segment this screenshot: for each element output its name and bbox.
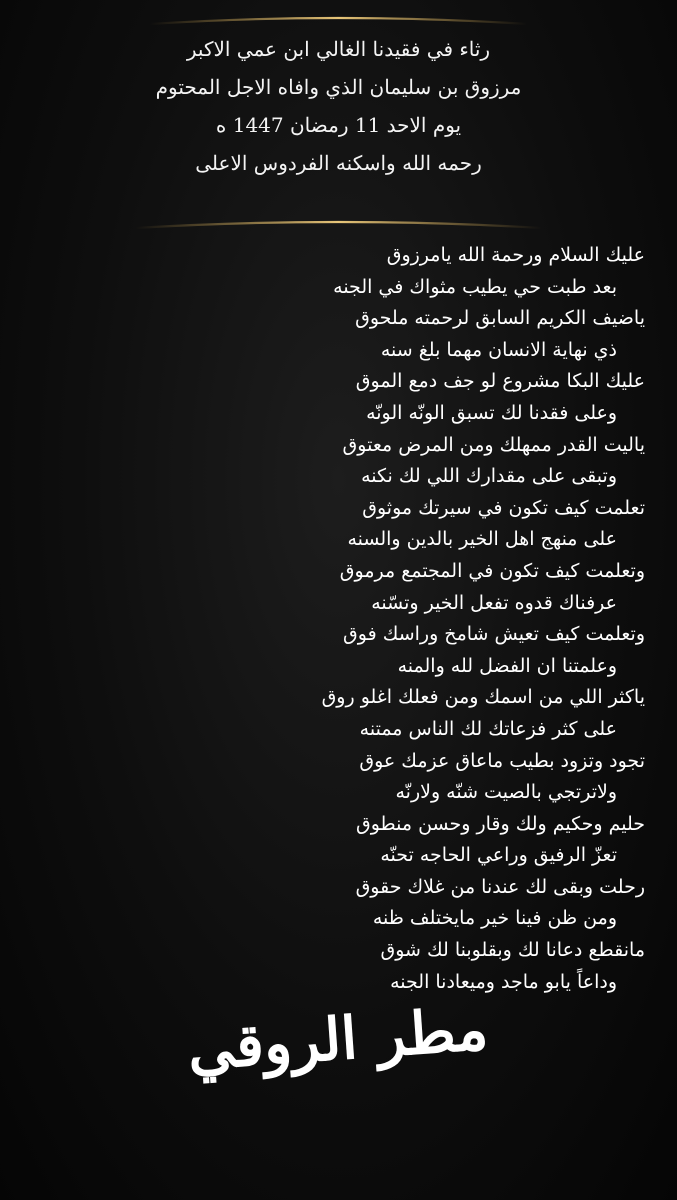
- poem-verse: [20, 809, 645, 872]
- verse-second-hemistich: وعلمتنا ان الفضل لله والمنه: [397, 654, 617, 677]
- verse-first-hemistich: تجود وتزود بطيب ماعاق عزمك عوق: [359, 749, 645, 772]
- verse-first-hemistich: وتعلمت كيف تعيش شامخ وراسك فوق: [343, 623, 645, 646]
- verse-first-hemistich: ياضيف الكريم السابق لرحمته ملحوق: [355, 307, 645, 330]
- verse-first-hemistich: مانقطع دعانا لك وبقلوبنا لك شوق: [380, 939, 645, 962]
- poem-verse: [20, 935, 645, 998]
- verse-second-hemistich: ومن ظن فينا خير مايختلف ظنه: [372, 907, 617, 930]
- elegy-header: [0, 30, 677, 182]
- verse-second-hemistich: ولاترتجي بالصيت شنّه ولارنّه: [395, 781, 617, 804]
- poem-verse: [20, 430, 645, 493]
- verse-second-hemistich: وعلى فقدنا لك تسبق الونّه الونّه: [366, 401, 617, 424]
- poem-body: [20, 240, 645, 998]
- poem-verse: [20, 366, 645, 429]
- header-line: رثاء في فقيدنا الغالي ابن عمي الاكبر: [186, 37, 491, 61]
- verse-second-hemistich: بعد طبت حي يطيب مثواك في الجنه: [333, 275, 617, 298]
- verse-second-hemistich: وتبقى على مقدارك اللي لك نكنه: [361, 465, 617, 488]
- verse-first-hemistich: ياكثر اللي من اسمك ومن فعلك اغلو روق: [321, 686, 645, 709]
- poem-verse: [20, 303, 645, 366]
- poem-verse: [20, 746, 645, 809]
- verse-first-hemistich: رحلت وبقى لك عندنا من غلاك حقوق: [355, 875, 645, 898]
- poem-verse: [20, 682, 645, 745]
- verse-second-hemistich: على كثر فزعاتك لك الناس ممتنه: [359, 717, 617, 740]
- verse-second-hemistich: عرفناك قدوه تفعل الخير وتسّنه: [371, 591, 617, 614]
- poem-verse: [20, 240, 645, 303]
- verse-first-hemistich: عليك السلام ورحمة الله يامرزوق: [386, 244, 645, 266]
- poem-verse: [20, 556, 645, 619]
- header-line: مرزوق بن سليمان الذي وافاه الاجل المحتوم: [155, 75, 522, 99]
- poem-verse: [20, 619, 645, 682]
- verse-second-hemistich: ذي نهاية الانسان مهما بلغ سنه: [380, 338, 617, 361]
- poet-signature: مطر الروقي: [185, 994, 491, 1084]
- top-gold-divider: [0, 10, 677, 32]
- header-line: يوم الاحد 11 رمضان 1447 ه: [215, 113, 462, 137]
- verse-first-hemistich: ياليت القدر ممهلك ومن المرض معتوق: [342, 433, 645, 456]
- verse-first-hemistich: عليك البكا مشروع لو جف دمع الموق: [355, 370, 645, 393]
- poem-verse: [20, 493, 645, 556]
- poem-verse: [20, 872, 645, 935]
- header-line: رحمه الله واسكنه الفردوس الاعلى: [195, 151, 482, 175]
- header-bottom-gold-divider: [0, 212, 677, 234]
- verse-first-hemistich: حليم وحكيم ولك وقار وحسن منطوق: [356, 812, 645, 835]
- verse-second-hemistich: تعزّ الرفيق وراعي الحاجه تحنّه: [380, 844, 617, 867]
- verse-second-hemistich: وداعاً يابو ماجد وميعادنا الجنه: [390, 970, 617, 993]
- verse-first-hemistich: تعلمت كيف تكون في سيرتك موثوق: [362, 496, 645, 519]
- verse-second-hemistich: على منهج اهل الخير بالدين والسنه: [347, 528, 617, 551]
- verse-first-hemistich: وتعلمت كيف تكون في المجتمع مرموق: [339, 559, 645, 582]
